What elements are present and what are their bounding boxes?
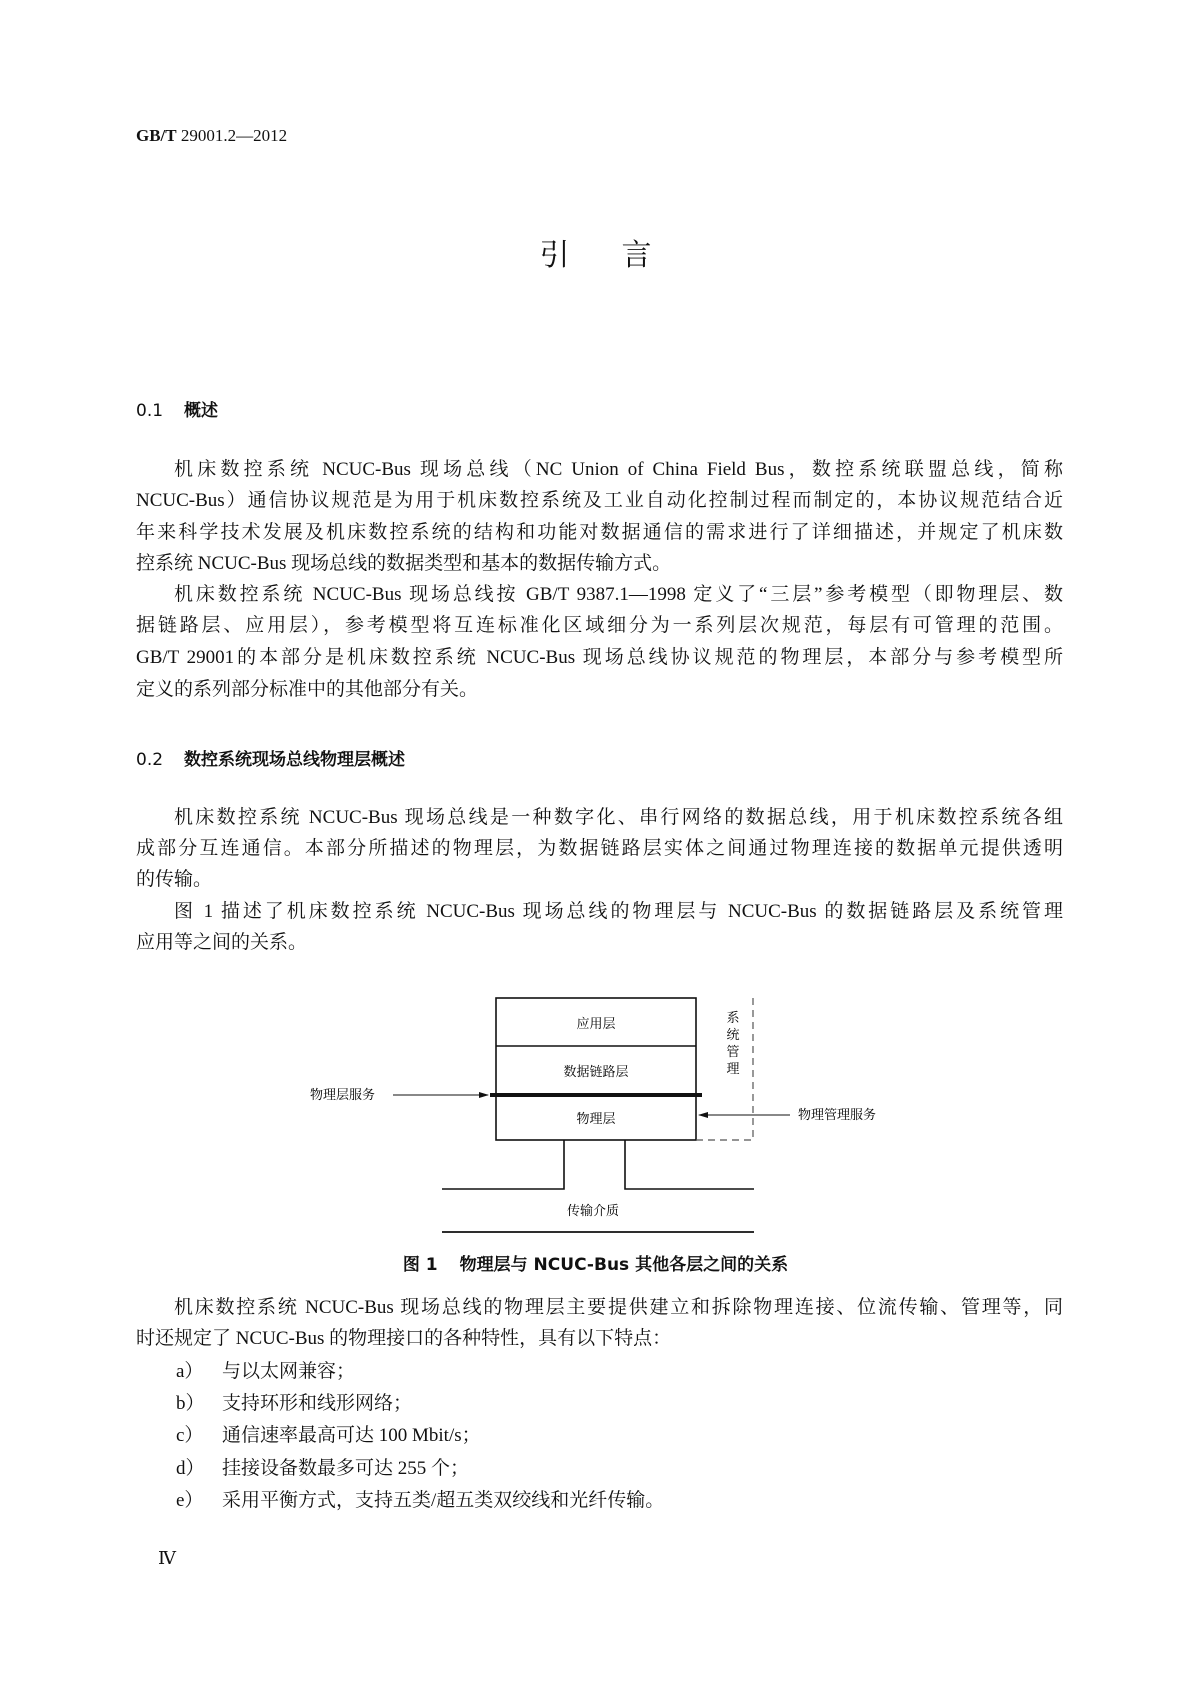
feature-item [176, 1424, 481, 1448]
physical-management-service-label: 物理管理服务 [798, 1108, 877, 1123]
paragraph-line: 应用等之间的关系。 [136, 932, 308, 953]
section-number: 0.1 [136, 401, 164, 421]
page-number: Ⅳ [158, 1548, 176, 1568]
physical-layer-service-label: 物理层服务 [310, 1088, 376, 1103]
item-label: a） [176, 1361, 204, 1382]
paragraph-line: NCUC-Bus）通信协议规范是为用于机床数控系统及工业自动化控制过程而制定的，本协议规范结合近 [136, 490, 1063, 511]
paragraph-line: 控系统 NCUC-Bus 现场总线的数据类型和基本的数据传输方式。 [136, 553, 672, 574]
paragraph-line: 年来科学技术发展及机床数控系统的结构和功能对数据通信的需求进行了详细描述，并规定了机床数 [136, 522, 1063, 543]
paragraph-line: 定义的系列部分标准中的其他部分有关。 [136, 679, 479, 700]
section-title: 概述 [184, 401, 218, 421]
item-text: 挂接设备数最多可达 255 个； [222, 1458, 470, 1479]
item-label: b） [176, 1393, 205, 1414]
section-number: 0.2 [136, 750, 164, 770]
paragraph-line: 据链路层、应用层），参考模型将互连标准化区域细分为一系列层次规范，每层有可管理的范围。 [136, 615, 1063, 636]
item-text: 通信速率最高可达 100 Mbit/s； [222, 1425, 481, 1446]
feature-item [176, 1360, 355, 1384]
feature-item [176, 1489, 664, 1513]
page-title: 引言 [539, 238, 704, 273]
item-text: 与以太网兼容； [222, 1361, 356, 1382]
paragraph-line: 机床数控系统 NCUC-Bus 现场总线按 GB/T 9387.1—1998 定义了“三层”参考模型（即物理层、数 [174, 584, 1063, 605]
paragraph-line: 机床数控系统 NCUC-Bus 现场总线（NC Union of China Field Bus，数控系统联盟总线，简称 [174, 459, 1063, 480]
figure-number: 图 1 [402, 1255, 438, 1275]
layer-physical: 物理层 [576, 1112, 616, 1127]
figure-caption [0, 1250, 1191, 1275]
item-text: 支持环形和线形网络； [222, 1393, 413, 1414]
item-label: c） [176, 1425, 204, 1446]
paragraph-line: 图 1 描述了机床数控系统 NCUC-Bus 现场总线的物理层与 NCUC-Bus 的数据链路层及系统管理 [174, 901, 1063, 922]
std-prefix: GB/T [136, 126, 177, 145]
layer-data-link: 数据链路层 [563, 1065, 629, 1080]
item-text: 采用平衡方式，支持五类/超五类双绞线和光纤传输。 [222, 1490, 665, 1511]
paragraph-line: 机床数控系统 NCUC-Bus 现场总线是一种数字化、串行网络的数据总线，用于机床数控系统各组 [174, 807, 1063, 828]
figure-caption-text: 物理层与 NCUC-Bus 其他各层之间的关系 [459, 1255, 789, 1275]
medium-connector-right [625, 1140, 754, 1189]
paragraph-line: GB/T 29001的本部分是机床数控系统 NCUC-Bus 现场总线协议规范的物理层，本部分与参考模型所 [136, 647, 1063, 668]
paragraph-line: 机床数控系统 NCUC-Bus 现场总线的物理层主要提供建立和拆除物理连接、位流传输、管理等，同 [174, 1297, 1063, 1318]
layer-application: 应用层 [576, 1017, 616, 1032]
item-label: e） [176, 1490, 204, 1511]
paragraph-line: 成部分互连通信。本部分所描述的物理层，为数据链路层实体之间通过物理连接的数据单元提供透明 [136, 838, 1063, 859]
paragraph-line: 的传输。 [136, 869, 213, 890]
transmission-medium-label: 传输介质 [566, 1204, 620, 1219]
std-number: 29001.2—2012 [180, 126, 288, 145]
feature-item [176, 1457, 469, 1481]
medium-connector-left [442, 1140, 564, 1189]
item-label: d） [176, 1458, 205, 1479]
paragraph-line: 时还规定了 NCUC-Bus 的物理接口的各种特性，具有以下特点： [136, 1328, 672, 1349]
section-title: 数控系统现场总线物理层概述 [184, 750, 405, 770]
system-management-dashed-border [696, 998, 753, 1140]
system-management-label: 系统管理 [726, 1011, 740, 1077]
feature-item [176, 1392, 412, 1416]
